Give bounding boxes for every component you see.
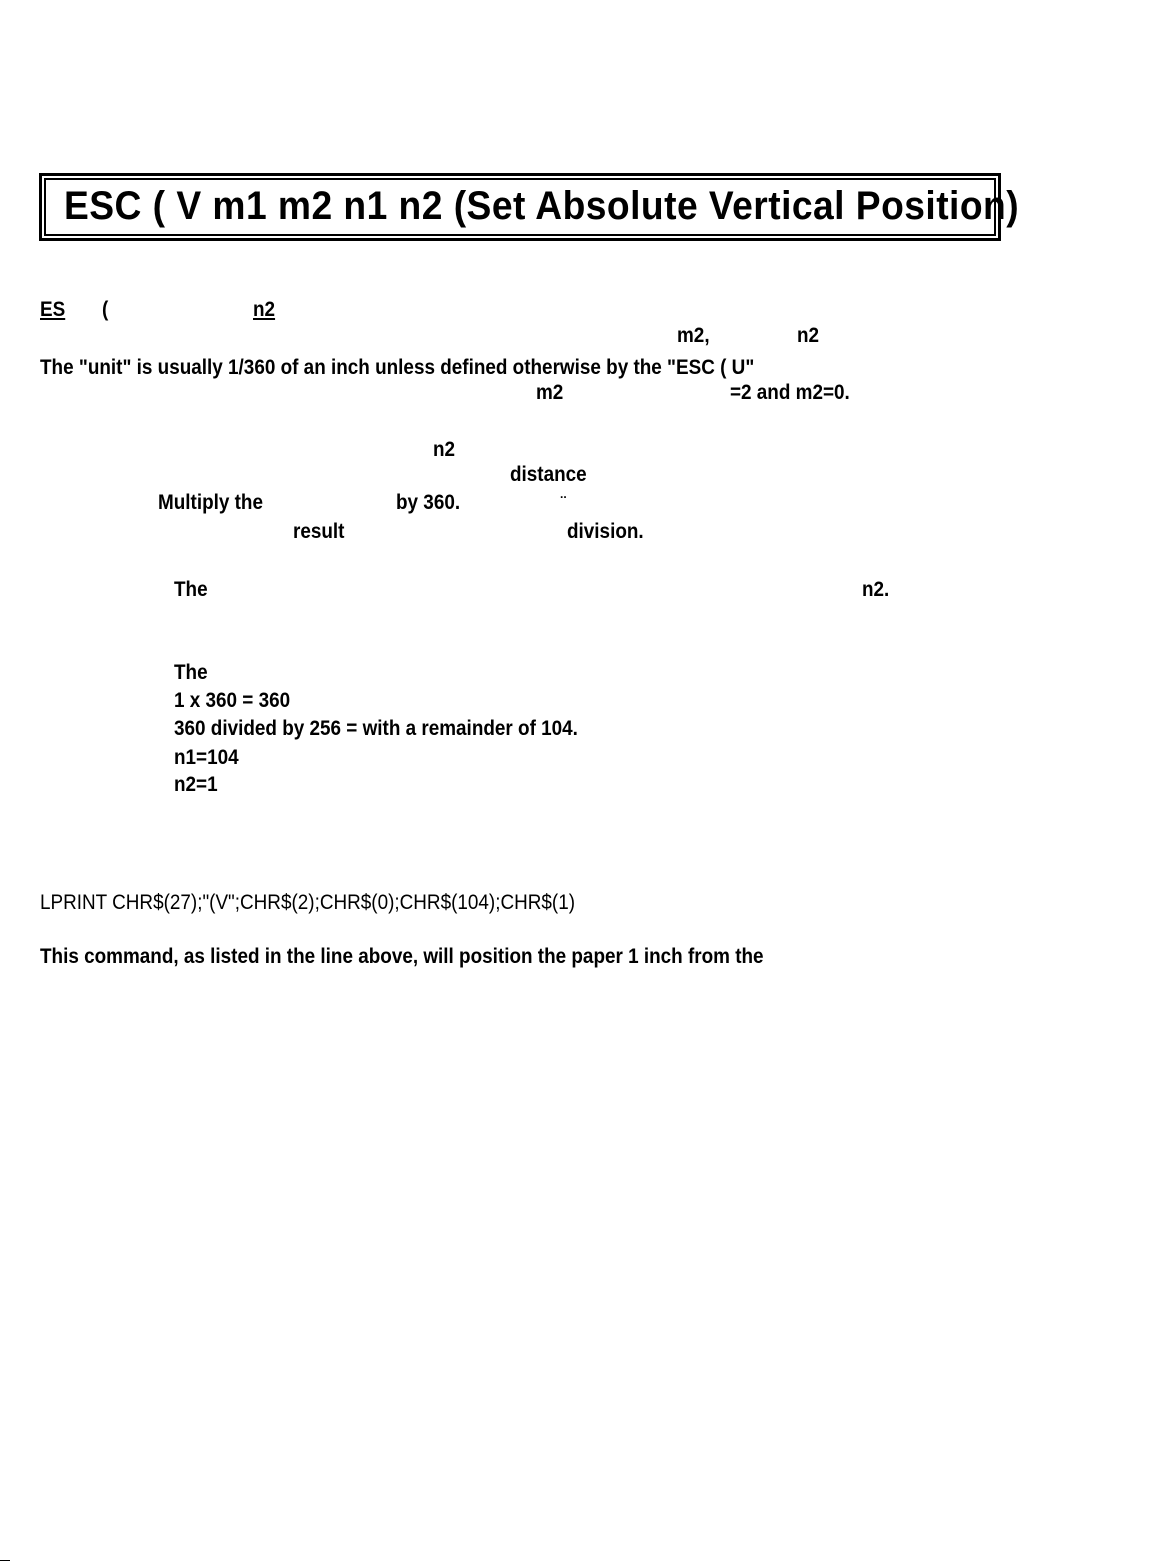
calc-line-1: 1 x 360 = 360	[174, 689, 291, 712]
the-fragment-1: The	[174, 578, 208, 601]
multiply-fragment: Multiply the	[158, 491, 264, 514]
paren-fragment: (	[102, 298, 109, 321]
esc-fragment: ES	[40, 298, 66, 321]
n2-fragment-1: n2	[253, 298, 276, 321]
calc-line-2: 360 divided by 256 = with a remainder of 104.	[174, 717, 578, 740]
by-360-fragment: by 360.	[396, 491, 461, 514]
result-fragment: result	[293, 520, 345, 543]
m2-fragment-1: m2,	[677, 324, 710, 347]
closing-sentence: This command, as listed in the line above, will position the paper 1 inch from the	[40, 945, 764, 968]
unit-definition-line: The "unit" is usually 1/360 of an inch unless defined otherwise by the "ESC ( U"	[40, 356, 755, 379]
calc-line-3: n1=104	[174, 746, 239, 769]
dots-fragment: ..	[560, 487, 567, 501]
n2-fragment-4: n2.	[862, 578, 890, 601]
division-fragment: division.	[567, 520, 644, 543]
corner-mark	[0, 1560, 10, 1561]
n2-fragment-2: n2	[797, 324, 820, 347]
the-fragment-2: The	[174, 661, 208, 684]
equation-fragment: =2 and m2=0.	[730, 381, 850, 404]
code-example: LPRINT CHR$(27);"(V";CHR$(2);CHR$(0);CHR$(104);CHR$(1)	[40, 891, 576, 914]
page-title: ESC ( V m1 m2 n1 n2 (Set Absolute Vertical Position)	[64, 184, 1020, 228]
n2-fragment-3: n2	[433, 438, 456, 461]
distance-fragment: distance	[510, 463, 587, 486]
m2-fragment-2: m2	[536, 381, 564, 404]
calc-line-4: n2=1	[174, 773, 218, 796]
